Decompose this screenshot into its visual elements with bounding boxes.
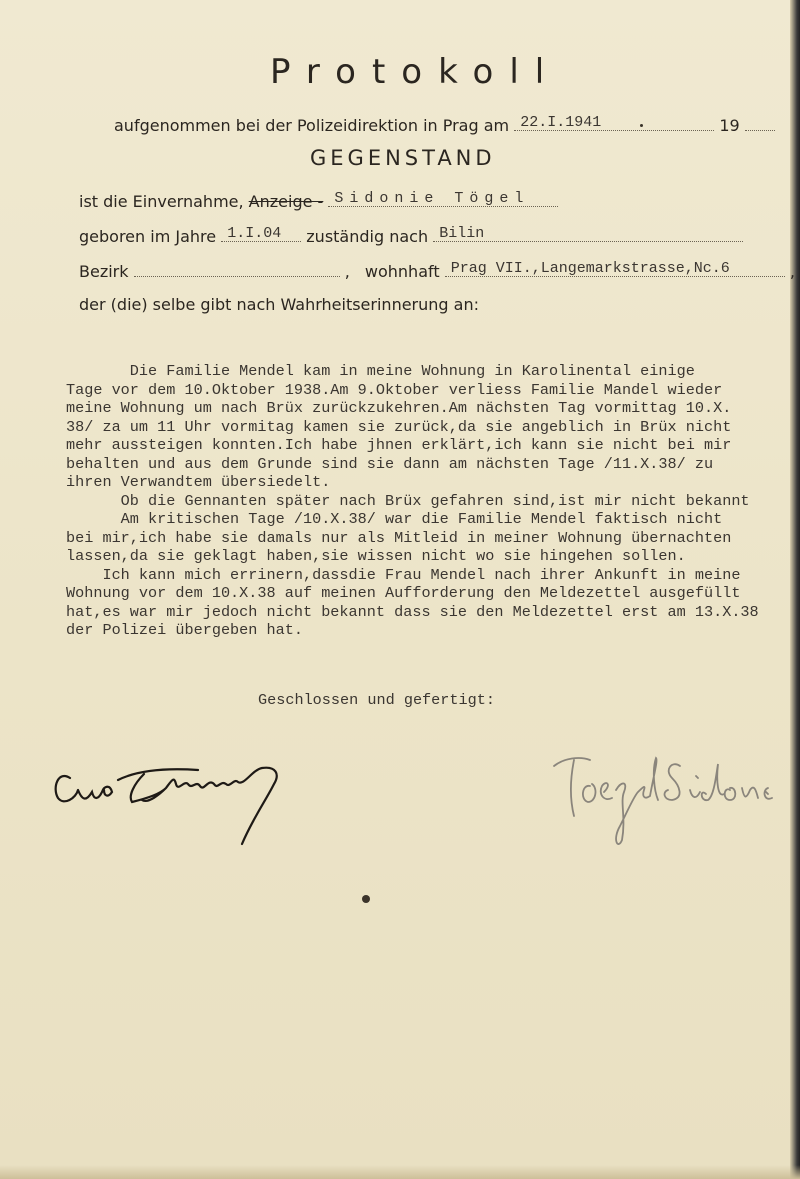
year-suffix: 19 (719, 116, 740, 135)
statement-line: Tage vor dem 10.Oktober 1938.Am 9.Oktober verliess Familie Mandel wieder (66, 380, 723, 399)
name-field (328, 190, 558, 207)
statement-line: lassen,da sie geklagt haben,sie wissen nicht wo sie hingehen sollen. (66, 547, 686, 565)
statement-line: 38/ za um 11 Uhr vormitag kamen sie zurück,da sie angeblich in Brüx nicht (66, 417, 732, 436)
statement-line: Wohnung vor dem 10.X.38 auf meinen Aufforderung den Meldezettel ausgefüllt (66, 584, 741, 602)
struck-word: Anzeige - (248, 192, 324, 211)
year-field (745, 114, 775, 131)
ink-speck (640, 124, 643, 127)
domicile-label: zuständig nach (306, 227, 429, 246)
statement-line: hat,es war mir jedoch nicht bekannt dass sie den Meldezettel erst am 13.X.38 (66, 602, 759, 621)
document-title: Protokoll (270, 52, 561, 92)
statement-line: Ob die Gennanten später nach Brüx gefahren sind,ist mir nicht bekannt (66, 491, 750, 510)
district-field (134, 260, 340, 277)
statement-line: Ich kann mich errinern,dassdie Frau Mendel nach ihrer Ankunft in meine (66, 565, 741, 584)
statement-body (66, 362, 798, 640)
statement-line: bei mir,ich habe sie damals nur als Mitleid in meiner Wohnung übernachten (66, 528, 732, 547)
statement-line: Am kritischen Tage /10.X.38/ war die Familie Mendel faktisch nicht (66, 510, 723, 528)
residence-label: wohnhaft (364, 262, 440, 281)
statement-line: Die Familie Mendel kam in meine Wohnung in Karolinental einige (66, 362, 695, 380)
scan-edge-bottom (0, 1165, 800, 1179)
subject-label: ist die Einvernahme, (79, 192, 244, 211)
person-name: Sidonie Tögel (334, 190, 530, 207)
residence-trailing: , (789, 262, 795, 281)
subject-heading: GEGENSTAND (310, 146, 496, 170)
district-label: Bezirk (79, 262, 129, 281)
residence-field (445, 260, 785, 277)
born-value: 1.I.04 (227, 225, 282, 242)
date-value: 22.I.1941 (520, 114, 602, 131)
subject-line (79, 190, 558, 211)
ink-speck (362, 895, 370, 903)
born-label: geboren im Jahre (79, 227, 217, 246)
residence-value: Prag VII.,Langemarkstrasse,Nc.6 (450, 260, 730, 277)
statement-line: behalten und aus dem Grunde sind sie dann am nächsten Tage /11.X.38/ zu (66, 454, 714, 473)
district-line: Bezirk , wohnhaft Prag VII.,Langemarkstrasse,Nc.6 , (79, 260, 795, 281)
witness-signature (540, 740, 790, 860)
date-field (514, 114, 714, 131)
domicile-value: Bilin (439, 225, 485, 242)
statement-line: meine Wohnung um nach Brüx zurückzukehren.Am nächsten Tag vormittag 10.X. (66, 399, 732, 417)
statement-intro: der (die) selbe gibt nach Wahrheitserinnerung an: (79, 295, 479, 314)
header-label: aufgenommen bei der Polizeidirektion in Prag am (114, 116, 510, 135)
statement-line: ihren Verwandtem übersiedelt. (66, 473, 331, 491)
header-line (114, 114, 775, 135)
birth-line (79, 225, 743, 246)
closing-line: Geschlossen und gefertigt: (258, 691, 495, 709)
statement-line: mehr aussteigen konnten.Ich habe jhnen erklärt,ich kann sie nicht bei mir (66, 436, 732, 454)
domicile-field (433, 225, 743, 242)
officer-signature (48, 740, 288, 850)
born-field (221, 225, 301, 242)
statement-line: der Polizei übergeben hat. (66, 621, 303, 639)
